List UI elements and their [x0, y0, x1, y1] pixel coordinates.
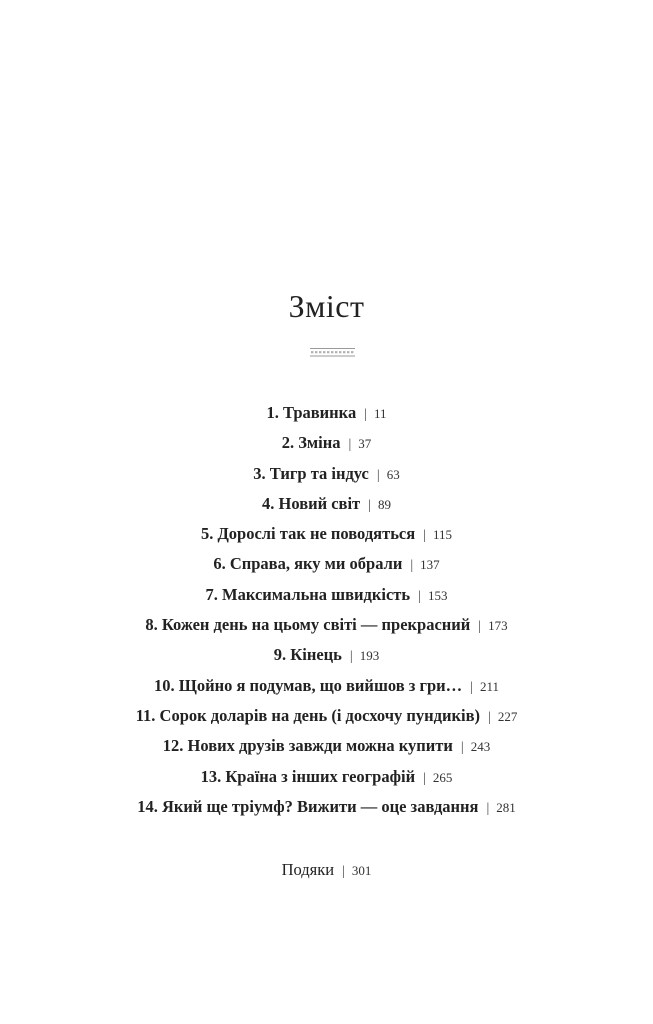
toc-entry-8[interactable] — [0, 610, 653, 640]
table-of-contents — [0, 398, 653, 822]
toc-entry-title: 8. Кожен день на цьому світі — прекрасний — [145, 615, 471, 635]
toc-separator: | — [348, 437, 352, 453]
toc-separator: | — [460, 740, 464, 756]
toc-entry-title: 6. Справа, яку ми обрали — [213, 554, 403, 574]
page-title: Зміст — [288, 288, 365, 324]
toc-entry-title: 4. Новий світ — [262, 493, 361, 513]
toc-separator: | — [486, 800, 490, 816]
toc-entry-title: 13. Країна з інших географій — [200, 766, 416, 786]
toc-entry-title: 5. Дорослі так не поводяться — [200, 524, 416, 544]
toc-entry-2[interactable] — [0, 428, 653, 458]
toc-separator: | — [423, 528, 426, 544]
toc-entry-7[interactable] — [0, 580, 653, 610]
toc-entry-9[interactable] — [0, 640, 653, 670]
toc-entry-title: 3. Тигр та індус — [253, 463, 369, 483]
toc-page-number: 11 — [374, 406, 387, 421]
toc-page-number: 281 — [496, 799, 516, 815]
toc-entry-title: 12. Нових друзів завжди можна купити — [162, 736, 453, 756]
toc-page-number: 137 — [420, 557, 440, 573]
toc-separator: | — [488, 709, 491, 725]
toc-separator: | — [478, 619, 482, 635]
toc-page-number: 63 — [386, 466, 400, 482]
toc-entry-14[interactable] — [0, 792, 653, 822]
toc-entry-10[interactable] — [0, 671, 653, 701]
toc-page-number: 211 — [480, 678, 500, 694]
toc-entry-title: 10. Щойно я подумав, що вийшов з гри… — [153, 675, 463, 695]
toc-entry-title: 2. Зміна — [281, 433, 341, 453]
toc-entry-title: 7. Максимальна швидкість — [205, 584, 411, 604]
toc-separator: | — [470, 679, 473, 695]
toc-page-number: 243 — [470, 739, 491, 755]
toc-separator: | — [364, 407, 368, 422]
toc-entry-12[interactable] — [0, 731, 653, 761]
toc-page-number: 153 — [427, 587, 448, 603]
toc-entry-4[interactable] — [0, 489, 653, 519]
toc-separator: | — [423, 770, 426, 786]
toc-entry-3[interactable] — [0, 459, 653, 489]
toc-page-number: 193 — [359, 648, 380, 664]
toc-entry-1[interactable] — [0, 398, 653, 428]
ornament-divider — [309, 346, 356, 358]
toc-page-number: 89 — [377, 496, 391, 512]
toc-entry-5[interactable] — [0, 519, 653, 549]
toc-entry-title: 9. Кінець — [273, 645, 342, 665]
toc-page-number: 173 — [488, 618, 508, 634]
toc-entry-title: 11. Сорок доларів на день (і досхочу пундиків) — [135, 705, 480, 725]
toc-entry-title: 14. Який ще тріумф? Вижити — оце завдання — [137, 796, 479, 816]
toc-separator: | — [410, 558, 414, 574]
toc-page-number: 265 — [432, 769, 453, 785]
toc-entry-acknowledgements[interactable] — [0, 855, 653, 885]
toc-page-number: 115 — [433, 527, 453, 543]
toc-entry-11[interactable] — [0, 701, 653, 731]
toc-entry-6[interactable] — [0, 549, 653, 579]
acknowledgements-page-number: 301 — [351, 863, 372, 878]
acknowledgements-title: Подяки — [281, 860, 335, 879]
toc-page-number: 227 — [497, 708, 518, 724]
toc-separator: | — [376, 467, 380, 483]
toc-separator: | — [418, 588, 421, 604]
toc-entry-title: 1. Травинка — [266, 403, 357, 422]
toc-separator: | — [349, 649, 353, 665]
toc-page-number: 37 — [358, 436, 372, 452]
toc-entry-13[interactable] — [0, 762, 653, 792]
toc-separator: | — [368, 497, 371, 513]
toc-separator: | — [342, 864, 345, 879]
